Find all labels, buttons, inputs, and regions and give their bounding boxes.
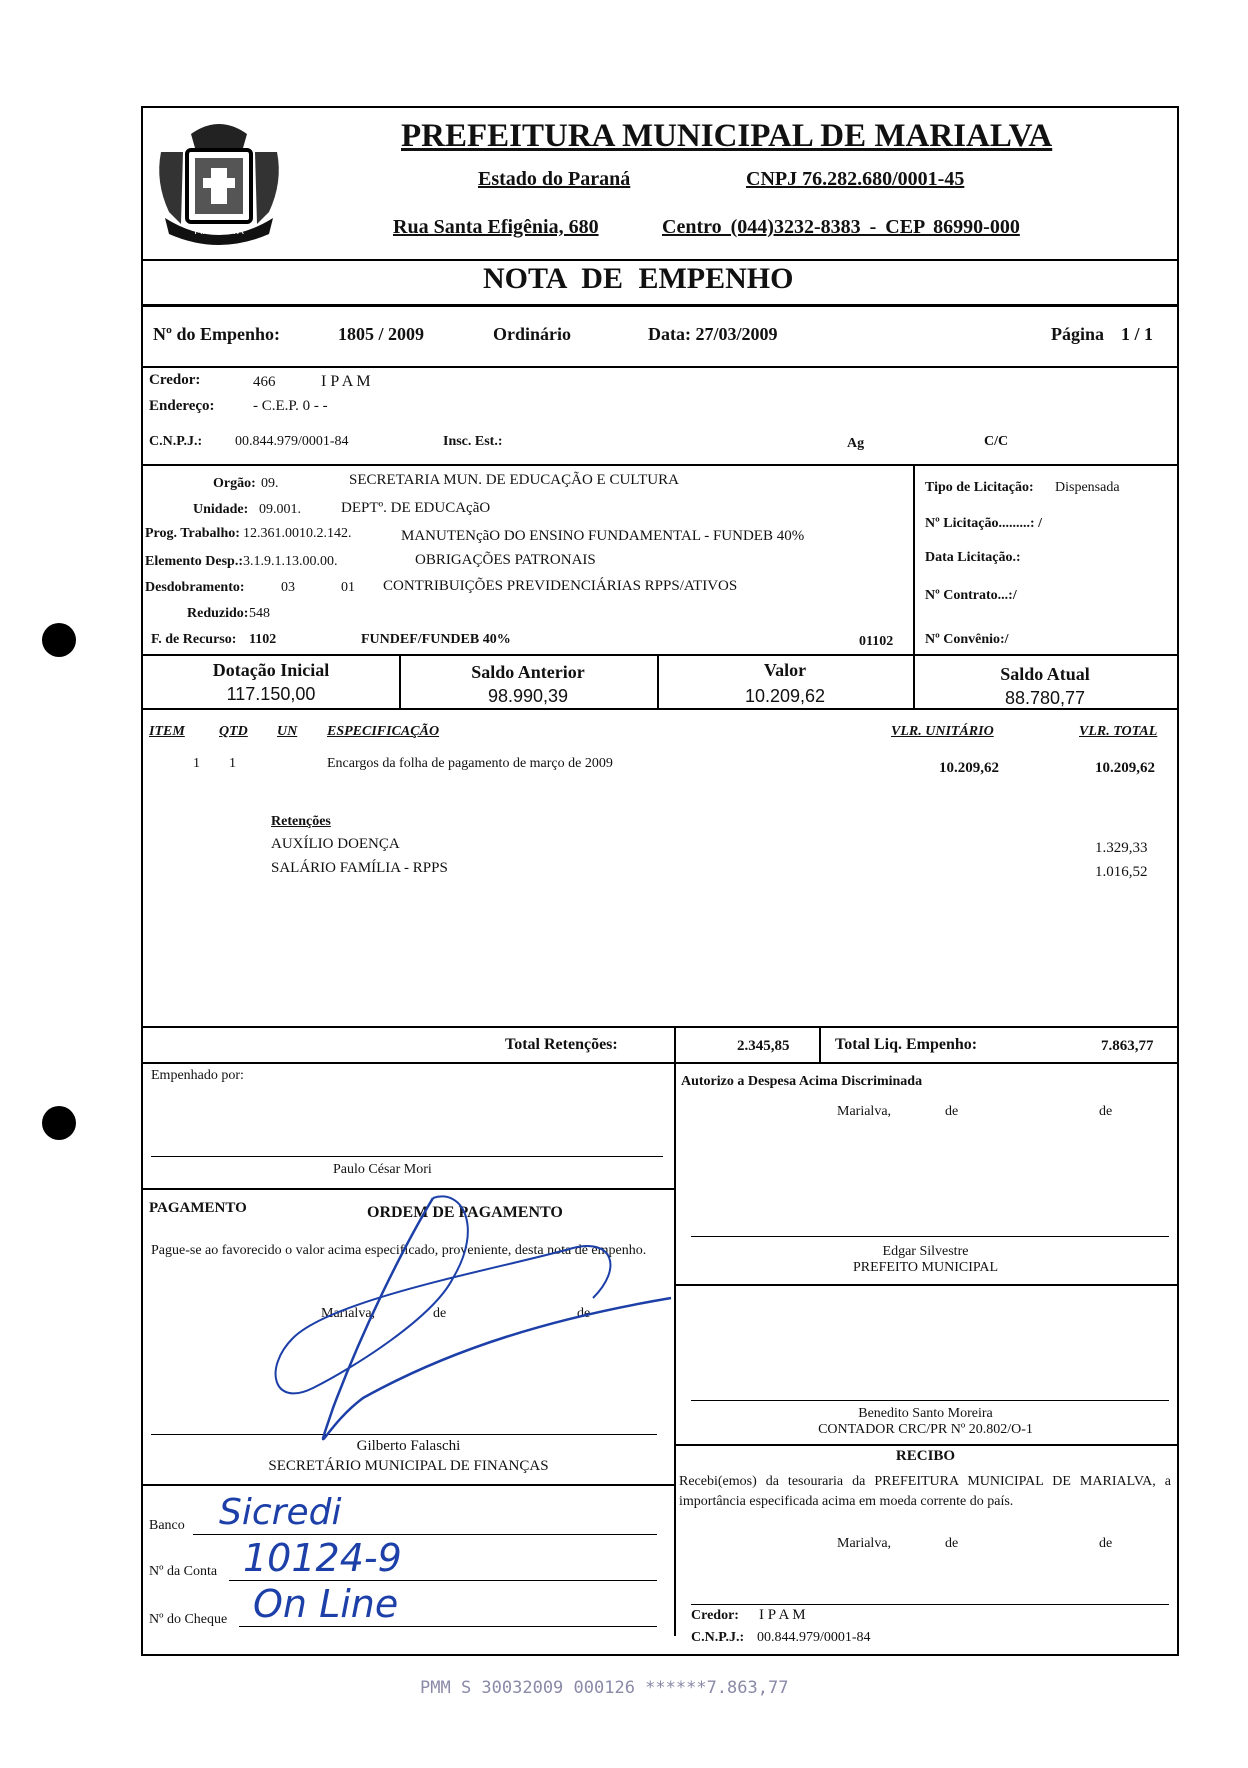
reduzido-label: Reduzido: <box>187 606 249 621</box>
pagamento-text: Pague-se ao favorecido o valor acima especificado, proveniente, desta nota de empenho. <box>151 1243 647 1258</box>
total-liquido-value: 7.863,77 <box>1101 1038 1154 1054</box>
endereco-label: Endereço: <box>149 398 215 414</box>
recibo-de1: de <box>945 1536 959 1551</box>
empenho-type: Ordinário <box>493 324 572 344</box>
page-title: PREFEITURA MUNICIPAL DE MARIALVA <box>401 118 1053 154</box>
banco-label: Banco <box>149 1518 185 1533</box>
pagamento-city: Marialva, <box>321 1306 376 1321</box>
licitacao-contrato: Nº Contrato...:/ <box>925 588 1017 603</box>
secretario-title: SECRETÁRIO MUNICIPAL DE FINANÇAS <box>268 1458 549 1474</box>
recibo-credor-label: Credor: <box>691 1608 739 1623</box>
prog-label: Prog. Trabalho: <box>145 526 240 541</box>
insc-label: Insc. Est.: <box>443 434 503 449</box>
footer-stamp: PMM S 30032009 000126 ******7.863,77 <box>420 1678 789 1698</box>
state-name: Estado do Paraná <box>478 168 631 190</box>
row-item: 1 <box>193 756 200 771</box>
conta-label: Nº da Conta <box>149 1564 218 1579</box>
dotacao-label: Dotação Inicial <box>212 660 330 680</box>
header-cnpj: CNPJ 76.282.680/0001-45 <box>746 168 965 190</box>
contador-name: Benedito Santo Moreira <box>858 1406 993 1421</box>
empenho-date: Data: 27/03/2009 <box>648 324 778 344</box>
col-total-header: VLR. TOTAL <box>1079 724 1158 739</box>
orgao-code: 09. <box>261 476 279 491</box>
recibo-city: Marialva, <box>837 1536 892 1551</box>
desdobramento-code1: 03 <box>281 580 295 595</box>
prefeito-name: Edgar Silvestre <box>882 1244 969 1259</box>
secretario-name: Gilberto Falaschi <box>356 1438 461 1454</box>
recibo-cnpj-value: 00.844.979/0001-84 <box>757 1630 871 1645</box>
pagamento-de1: de <box>433 1306 447 1321</box>
recibo-text: Recebi(emos) da tesouraria da PREFEITURA MUNICIPAL DE MARIALVA, a importância especificada acima em moeda corrente do país. <box>679 1474 1171 1509</box>
header-contact: Centro (044)3232-8383 - CEP 86990-000 <box>662 216 1020 238</box>
cc-label: C/C <box>984 434 1009 449</box>
contador-title: CONTADOR CRC/PR Nº 20.802/O-1 <box>818 1422 1033 1437</box>
retencoes-title: Retenções <box>271 814 331 829</box>
recibo-credor-value: I P A M <box>759 1607 806 1623</box>
form-title: NOTA DE EMPENHO <box>483 262 794 295</box>
ag-label: Ag <box>847 436 865 451</box>
saldo-anterior-value: 98.990,39 <box>487 686 569 706</box>
total-liquido-label: Total Liq. Empenho: <box>835 1036 978 1053</box>
pagamento-de2: de <box>577 1306 591 1321</box>
punch-hole <box>42 623 76 657</box>
row-qtd: 1 <box>229 756 236 771</box>
prog-name: MANUTENçãO DO ENSINO FUNDAMENTAL - FUNDEB 40% <box>401 528 805 544</box>
banco-handwritten: Sicredi <box>219 1492 342 1533</box>
orgao-label: Orgão: <box>213 476 256 491</box>
punch-hole <box>42 1106 76 1140</box>
saldo-anterior-label: Saldo Anterior <box>471 662 585 682</box>
row-espec: Encargos da folha de pagamento de março de 2009 <box>327 756 613 771</box>
saldo-atual-label: Saldo Atual <box>1000 664 1090 684</box>
autorizo-de1: de <box>945 1104 959 1119</box>
municipal-crest <box>151 112 287 248</box>
header-street: Rua Santa Efigênia, 680 <box>393 216 599 238</box>
empenho-number: 1805 / 2009 <box>338 324 425 344</box>
unidade-label: Unidade: <box>193 502 249 517</box>
empenho-label: Nº do Empenho: <box>153 324 280 344</box>
cnpj-label: C.N.P.J.: <box>149 434 203 449</box>
col-espec-header: ESPECIFICAÇÃO <box>327 724 440 739</box>
reduzido-value: 548 <box>249 606 270 621</box>
recibo-title: RECIBO <box>895 1448 956 1464</box>
valor-value: 10.209,62 <box>744 686 826 706</box>
dotacao-value: 117.150,00 <box>226 684 316 704</box>
elemento-name: OBRIGAÇÕES PATRONAIS <box>415 552 596 568</box>
desdobramento-name: CONTRIBUIÇÕES PREVIDENCIÁRIAS RPPS/ATIVOS <box>383 578 738 594</box>
credor-name: I P A M <box>321 373 371 390</box>
pagamento-label: PAGAMENTO <box>149 1200 247 1216</box>
svg-text:MARIALVA: MARIALVA <box>194 226 244 237</box>
endereco-value: - C.E.P. 0 - - <box>253 398 328 414</box>
desdobramento-code2: 01 <box>341 580 355 595</box>
prog-code: 12.361.0010.2.142. <box>243 526 352 541</box>
licitacao-data: Data Licitação.: <box>925 550 1021 565</box>
col-unit-header: VLR. UNITÁRIO <box>891 724 994 739</box>
licitacao-numero: Nº Licitação.........: / <box>925 516 1042 531</box>
retencao-name: AUXÍLIO DOENÇA <box>271 836 400 852</box>
retencao-value: 1.329,33 <box>1095 840 1148 856</box>
total-retencoes-value: 2.345,85 <box>737 1038 790 1054</box>
retencao-value: 1.016,52 <box>1095 864 1148 880</box>
col-qtd-header: QTD <box>219 724 248 739</box>
col-un-header: UN <box>277 724 298 739</box>
col-item-header: ITEM <box>149 724 185 739</box>
recurso-code: 1102 <box>249 632 277 647</box>
credor-label: Credor: <box>149 372 201 388</box>
saldo-atual-value: 88.780,77 <box>1004 688 1086 708</box>
licitacao-tipo-value: Dispensada <box>1055 480 1120 495</box>
cheque-label: Nº do Cheque <box>149 1612 228 1627</box>
prefeito-title: PREFEITO MUNICIPAL <box>852 1260 999 1275</box>
conta-handwritten: 10124-9 <box>243 1536 402 1580</box>
licitacao-convenio: Nº Convênio:/ <box>925 632 1009 647</box>
credor-code: 466 <box>253 374 276 390</box>
signature-scribble <box>253 1188 673 1488</box>
autorizo-title: Autorizo a Despesa Acima Discriminada <box>681 1074 923 1089</box>
empenhado-label: Empenhado por: <box>151 1068 244 1083</box>
autorizo-city: Marialva, <box>837 1104 892 1119</box>
ordem-pagamento-title: ORDEM DE PAGAMENTO <box>367 1204 563 1221</box>
unidade-code: 09.001. <box>259 502 301 517</box>
unidade-name: DEPTº. DE EDUCAçãO <box>341 500 491 516</box>
page-label: Página <box>1051 324 1105 344</box>
total-retencoes-label: Total Retenções: <box>505 1036 618 1053</box>
recibo-de2: de <box>1099 1536 1113 1551</box>
row-unit-value: 10.209,62 <box>939 760 999 776</box>
recibo-cnpj-label: C.N.P.J.: <box>691 1630 745 1645</box>
orgao-name: SECRETARIA MUN. DE EDUCAÇÃO E CULTURA <box>349 472 679 488</box>
recurso-code2: 01102 <box>859 634 894 649</box>
desdobramento-label: Desdobramento: <box>145 580 245 595</box>
elemento-label: Elemento Desp.: <box>145 554 243 569</box>
cheque-handwritten: On Line <box>253 1582 399 1626</box>
empenhado-name: Paulo César Mori <box>333 1162 432 1177</box>
recurso-name: FUNDEF/FUNDEB 40% <box>361 632 511 647</box>
retencao-name: SALÁRIO FAMÍLIA - RPPS <box>271 860 448 876</box>
autorizo-de2: de <box>1099 1104 1113 1119</box>
elemento-code: 3.1.9.1.13.00.00. <box>243 554 338 569</box>
row-total-value: 10.209,62 <box>1095 760 1155 776</box>
licitacao-tipo-label: Tipo de Licitação: <box>925 480 1034 495</box>
nota-de-empenho-form <box>141 106 1179 1656</box>
page-number: 1 / 1 <box>1121 324 1154 344</box>
recurso-label: F. de Recurso: <box>151 632 237 647</box>
cnpj-value: 00.844.979/0001-84 <box>235 434 349 449</box>
valor-label: Valor <box>763 660 807 680</box>
